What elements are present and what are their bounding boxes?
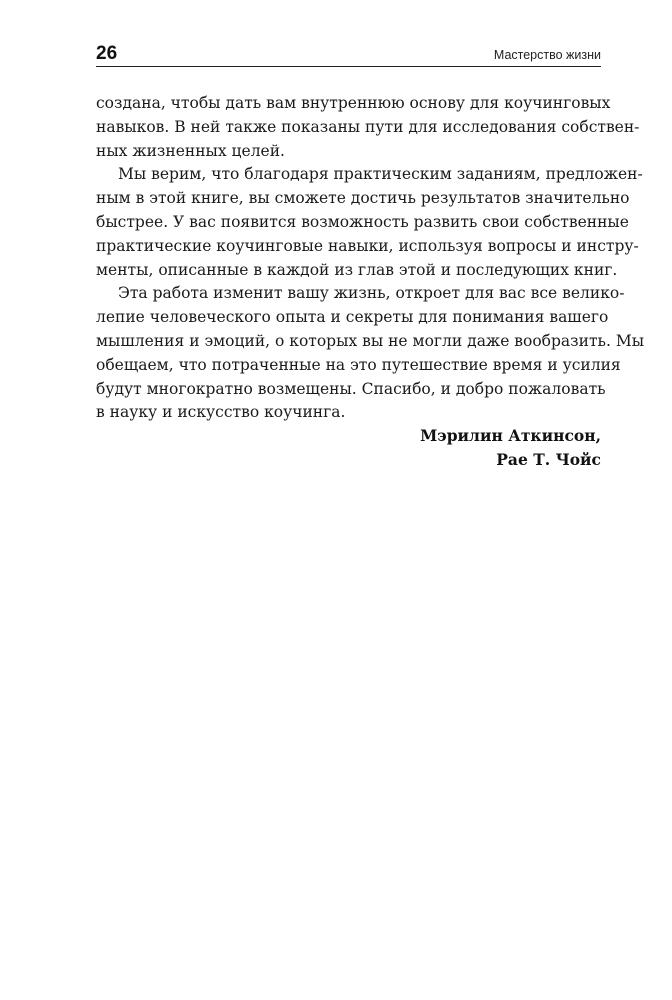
signature-author-2: Рае Т. Чойс xyxy=(496,449,601,469)
text-line: быстрее. У вас появится возможность развить свои собственные xyxy=(96,212,629,231)
page-number: 26 xyxy=(96,43,118,64)
text-line: мышления и эмоций, о которых вы не могли даже вообразить. Мы xyxy=(96,331,645,350)
text-line: ных жизненных целей. xyxy=(96,141,285,160)
text-line: навыков. В ней также показаны пути для исследования собствен- xyxy=(96,117,640,136)
signature xyxy=(96,424,601,472)
text-line: обещаем, что потраченные на это путешествие время и усилия xyxy=(96,355,621,374)
text-line: Эта работа изменит вашу жизнь, откроет для вас все велико- xyxy=(118,284,625,303)
body-text xyxy=(96,92,645,425)
text-line: создана, чтобы дать вам внутреннюю основу для коучинговых xyxy=(96,94,611,112)
text-line: менты, описанные в каждой из глав этой и последующих книг. xyxy=(96,260,618,279)
paragraph-2 xyxy=(96,163,643,282)
text-line: в науку и искусство коучинга. xyxy=(96,403,346,422)
text-line: будут многократно возмещены. Спасибо, и добро пожаловать xyxy=(96,379,606,398)
text-line: ным в этой книге, вы сможете достичь результатов значительно xyxy=(96,189,630,208)
text-line: Мы верим, что благодаря практическим заданиям, предложен- xyxy=(118,165,643,184)
text-line: лепие человеческого опыта и секреты для понимания вашего xyxy=(96,308,609,327)
paragraph-3 xyxy=(96,282,645,425)
running-title: Мастерство жизни xyxy=(493,48,601,62)
text-line: практические коучинговые навыки, используя вопросы и инстру- xyxy=(96,236,639,255)
page-header xyxy=(96,44,601,67)
signature-author-1: Мэрилин Аткинсон, xyxy=(420,426,601,445)
paragraph-1 xyxy=(96,92,640,163)
